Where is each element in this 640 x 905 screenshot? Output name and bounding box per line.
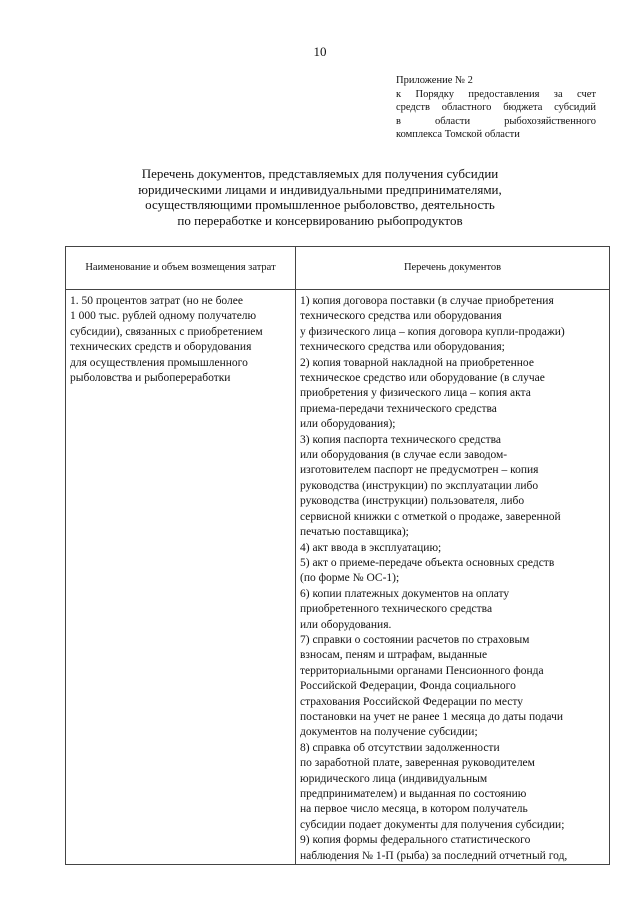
appendix-line: Приложение № 2 — [396, 75, 473, 86]
document-text-line: или оборудования); — [300, 418, 396, 431]
title-line: по переработке и консервированию рыбопродуктов — [177, 212, 463, 228]
document-text-line: 5) акт о приеме-передаче объекта основных средств — [300, 556, 555, 569]
document-text-line: 2) копия товарной накладной на приобретенное — [300, 356, 534, 369]
document-text-line: предпринимателем) и выданная по состоянию — [300, 788, 527, 800]
document-text-line: технического средства или оборудования — [300, 310, 502, 323]
document-text-line: у физического лица – копия договора купли-продажи) — [300, 325, 565, 338]
document-text-line: печатью поставщика); — [300, 526, 409, 539]
documents-table — [65, 246, 610, 865]
cost-text-line: 1 000 тыс. рублей одному получателю — [70, 310, 257, 323]
title-line: юридическими лицами и индивидуальными предпринимателями, — [138, 181, 502, 197]
document-text-line: приобретенного технического средства — [300, 603, 493, 616]
document-text-line: руководства (инструкции) по эксплуатации либо — [300, 479, 539, 492]
table-row — [66, 290, 610, 865]
document-text-line: (по форме № ОС-1); — [300, 572, 400, 585]
document-text-line: 3) копия паспорта технического средства — [300, 433, 501, 446]
document-text-line: 6) копии платежных документов на оплату — [300, 587, 510, 600]
document-text-line: документов на получение субсидии; — [300, 726, 478, 739]
document-text-line: 8) справка об отсутствии задолженности — [300, 741, 500, 754]
document-text-line: изготовителем паспорт не предусмотрен – копия — [300, 464, 539, 477]
document-text-line: 9) копия формы федерального статистического — [300, 834, 531, 847]
cost-text-line: для осуществления промышленного — [70, 356, 248, 369]
document-text-line: 4) акт ввода в эксплуатацию; — [300, 541, 442, 554]
document-text-line: руководства (инструкции) пользователя, либо — [300, 495, 525, 508]
document-text-line: наблюдения № 1-П (рыба) за последний отчетный год, — [300, 849, 568, 862]
appendix-line: в области рыбохозяйственного — [396, 115, 596, 127]
header-cost-name: Наименование и объем возмещения затрат — [66, 247, 296, 290]
cost-text-line: рыболовства и рыбопереработки — [70, 372, 231, 385]
document-text-line: или оборудования (в случае если заводом- — [300, 449, 508, 462]
table-header-row — [66, 247, 610, 290]
header-documents-list: Перечень документов — [296, 247, 610, 290]
page-number: 10 — [313, 44, 327, 59]
cost-cell — [66, 290, 296, 865]
appendix-line: к Порядку предоставления за счет — [396, 88, 596, 100]
appendix-line: средств областного бюджета субсидий — [396, 102, 596, 113]
document-text-line: технического средства или оборудования; — [300, 341, 505, 354]
document-text-line: на первое число месяца, в котором получатель — [300, 803, 528, 816]
document-text-line: приема-передачи технического средства — [300, 402, 497, 415]
cost-text-line: субсидии), связанных с приобретением — [70, 325, 263, 338]
documents-cell — [296, 290, 610, 865]
document-title — [60, 166, 580, 228]
document-text-line: приобретения у физического лица – копия акта — [300, 387, 531, 400]
appendix-line: комплекса Томской области — [396, 129, 520, 140]
document-text-line: постановки на учет не ранее 1 месяца до даты подачи — [300, 710, 564, 723]
document-text-line: взносам, пеням и штрафам, выданные — [300, 649, 488, 662]
document-text-line: 7) справки о состоянии расчетов по страховым — [300, 633, 530, 646]
cost-text-line: технических средств и оборудования — [70, 341, 252, 354]
document-text-line: техническое средство или оборудование (в случае — [300, 372, 545, 385]
document-text-line: Российской Федерации, Фонда социального — [300, 680, 516, 693]
document-text-line: страхования Российской Федерации по месту — [300, 695, 523, 708]
document-text-line: территориальными органами Пенсионного фонда — [300, 664, 544, 677]
document-text-line: юридического лица (индивидуальным — [300, 772, 488, 785]
title-line: Перечень документов, представляемых для получения субсидии — [141, 166, 499, 181]
document-text-line: субсидии подает документы для получения субсидии; — [300, 818, 565, 831]
document-text-line: или оборудования. — [300, 618, 392, 631]
cost-text-line: 1. 50 процентов затрат (но не более — [70, 295, 243, 307]
document-text-line: 1) копия договора поставки (в случае приобретения — [300, 295, 554, 307]
title-line: осуществляющими промышленное рыболовство, деятельность — [145, 197, 495, 212]
document-text-line: по заработной плате, заверенная руководителем — [300, 757, 535, 770]
appendix-header — [396, 74, 596, 142]
document-text-line: сервисной книжки с отметкой о продаже, заверенной — [300, 510, 561, 523]
